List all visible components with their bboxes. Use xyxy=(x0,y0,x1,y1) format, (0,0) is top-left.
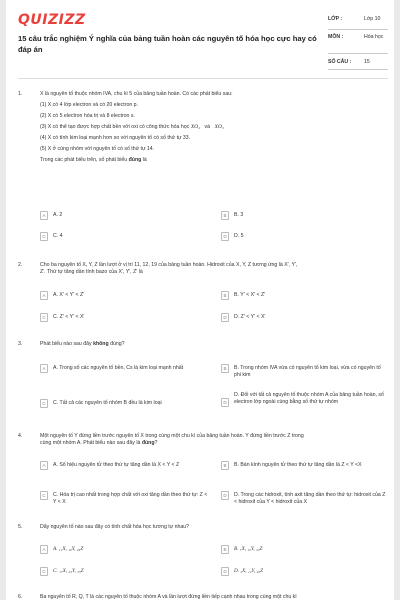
option-d[interactable] xyxy=(221,491,389,505)
option-c[interactable] xyxy=(40,491,208,505)
option-a[interactable] xyxy=(40,291,208,300)
question-5 xyxy=(18,524,388,584)
option-text: B. ₇X, ₁₅Y, ₃₃Z xyxy=(234,546,263,552)
option-b[interactable] xyxy=(221,545,389,554)
option-key[interactable]: D xyxy=(221,313,229,322)
meta-count xyxy=(328,54,388,70)
question-2 xyxy=(18,262,388,332)
formula-xo3: XO₃ xyxy=(214,124,224,130)
option-key[interactable]: D xyxy=(221,398,229,407)
question-number: 6. xyxy=(18,594,23,600)
formula-xo2: XO₂ xyxy=(190,124,201,130)
option-key[interactable]: A xyxy=(40,461,48,470)
statement-3 xyxy=(40,124,385,131)
quizizz-logo[interactable]: QUIZIZZ xyxy=(18,12,86,28)
option-d[interactable] xyxy=(221,391,389,407)
option-key[interactable]: C xyxy=(40,399,48,408)
option-a[interactable] xyxy=(40,364,208,373)
question-number: 5. xyxy=(18,524,23,530)
option-b[interactable] xyxy=(221,364,389,378)
option-text: A. 2 xyxy=(53,212,63,218)
option-key[interactable]: A xyxy=(40,364,48,373)
ask-suffix: là xyxy=(141,157,147,163)
worksheet-page xyxy=(6,0,394,600)
question-line-2 xyxy=(40,440,385,447)
question-number: 4. xyxy=(18,433,23,439)
option-key[interactable]: D xyxy=(221,567,229,576)
question-3 xyxy=(18,341,388,421)
option-key[interactable]: B xyxy=(221,291,229,300)
question-4 xyxy=(18,433,388,518)
option-key[interactable]: C xyxy=(40,491,48,500)
option-key[interactable]: B xyxy=(221,461,229,470)
option-key[interactable]: C xyxy=(40,567,48,576)
meta-grade xyxy=(328,14,388,30)
meta-grade-label: LỚP : xyxy=(328,16,343,22)
option-text: B. Y' < X' < Z' xyxy=(234,292,266,298)
ask-prefix: Phát biểu nào sau đây xyxy=(40,341,94,347)
option-text: A. Trong số các nguyên tố bền, Cs là kim loại mạnh nhất xyxy=(53,365,184,371)
formula-and: và xyxy=(204,124,211,130)
line-2-bold: đúng xyxy=(141,440,155,446)
option-text: D. Trong các hidroxit, tính axit tăng dần theo thứ tự: hidroxit của Z < hidroxit của Y < hidroxit của X xyxy=(234,492,386,505)
statement-5: (5) X ở cùng nhóm với nguyên tố có số thứ tự 14. xyxy=(40,146,155,152)
question-ask xyxy=(40,157,385,164)
meta-subject xyxy=(328,30,388,54)
option-key[interactable]: B xyxy=(221,364,229,373)
option-text: B. Trong nhóm IVA vừa có nguyên tố kim loại, vừa có nguyên tố phi kim xyxy=(234,365,381,378)
header-divider xyxy=(18,78,388,79)
option-text: A. ₁₁X, ₁₉Y, ₂₉Z xyxy=(53,546,84,552)
question-text: Ba nguyên tố R, Q, T là các nguyên tố thuộc nhóm A và lần lượt đứng liền tiếp cạnh nhau trong cùng một chu kì xyxy=(40,594,297,600)
option-a[interactable] xyxy=(40,211,208,220)
question-number: 2. xyxy=(18,262,23,268)
statement-4: (4) X có tính kim loại mạnh hơn so với nguyên tố có số thứ tự 33. xyxy=(40,135,191,141)
ask-bold: đúng xyxy=(128,157,142,163)
question-text xyxy=(40,91,385,168)
option-key[interactable]: D xyxy=(221,491,229,500)
option-d[interactable] xyxy=(221,567,389,576)
option-key[interactable]: B xyxy=(221,545,229,554)
ask-bold: không xyxy=(93,341,109,347)
ask-suffix: đúng? xyxy=(108,341,125,347)
question-text xyxy=(40,433,385,447)
question-text xyxy=(40,341,385,348)
option-key[interactable]: C xyxy=(40,313,48,322)
option-text: B. 3 xyxy=(234,212,244,218)
option-key[interactable]: A xyxy=(40,545,48,554)
option-key[interactable]: A xyxy=(40,291,48,300)
question-number: 3. xyxy=(18,341,23,347)
question-line-1: Một nguyên tố Y đứng liền trước nguyên tố X trong cùng một chu kì của bảng tuần hoàn. Y đứng liền trước Z trong xyxy=(40,433,304,439)
option-key[interactable]: D xyxy=(221,232,229,241)
option-text: C. Tất cả các nguyên tố nhóm B đều là kim loại xyxy=(53,400,162,406)
question-1 xyxy=(18,91,388,251)
option-a[interactable] xyxy=(40,461,208,470)
statement-1: (1) X có 4 lớp electron và có 20 electron p. xyxy=(40,102,138,108)
ask-prefix: Trong các phát biểu trên, số phát biểu xyxy=(40,157,129,163)
option-b[interactable] xyxy=(221,211,389,220)
meta-subject-label: MÔN : xyxy=(328,34,344,40)
option-key[interactable]: A xyxy=(40,211,48,220)
question-6 xyxy=(18,594,388,600)
option-text: A. X' < Y' < Z' xyxy=(53,292,85,298)
meta-panel xyxy=(328,14,388,70)
meta-subject-value: Hóa học xyxy=(364,34,384,40)
option-text: D. 5 xyxy=(234,233,244,239)
question-number: 1. xyxy=(18,91,23,97)
option-b[interactable] xyxy=(221,461,389,470)
option-a[interactable] xyxy=(40,545,208,554)
option-b[interactable] xyxy=(221,291,389,300)
meta-count-label: SỐ CÂU : xyxy=(328,59,352,65)
option-text: D. Đối với tất cả nguyên tố thuộc nhóm A của bảng tuần hoàn, số electron lớp ngoài cùng bằng số thứ tự nhóm xyxy=(234,392,384,405)
question-text xyxy=(40,262,385,276)
question-line-2: Z'. Thứ tự tăng dần tính bazo của X', Y', Z' là xyxy=(40,269,143,275)
question-intro: X là nguyên tố thuộc nhóm IVA, chu kì 5 của bảng tuần hoàn. Có các phát biểu sau: xyxy=(40,91,233,97)
option-c[interactable] xyxy=(40,232,208,241)
question-line-1: Cho ba nguyên tố X, Y, Z lần lượt ở vị trí 11, 12, 19 của bảng tuần hoàn. Hidroxit của X, Y, Z tương ứng là X', Y', xyxy=(40,262,298,268)
option-c[interactable] xyxy=(40,399,208,408)
option-d[interactable] xyxy=(221,232,389,241)
option-key[interactable]: C xyxy=(40,232,48,241)
option-text: C. Hóa trị cao nhất trong hợp chất với oxi tăng dần theo thứ tự: Z < Y < X xyxy=(53,492,208,505)
option-key[interactable]: B xyxy=(221,211,229,220)
option-c[interactable] xyxy=(40,313,208,322)
meta-count-value: 15 xyxy=(364,59,370,65)
option-c[interactable] xyxy=(40,567,208,576)
statement-3-text: (3) X có thể tạo được hợp chất bền với oxi có công thức hóa học xyxy=(40,124,190,130)
line-2-suffix: ? xyxy=(154,440,158,446)
option-text: D. Z' < Y' < X' xyxy=(234,314,266,320)
option-text: C. Z' < Y' < X' xyxy=(53,314,85,320)
option-text: B. Bán kính nguyên tử theo thứ tự tăng dần là Z < Y <X xyxy=(234,462,362,468)
statement-2: (2) X có 5 electron hóa trị và 8 electron s. xyxy=(40,113,135,119)
page-title: 15 câu trắc nghiệm Ý nghĩa của bảng tuần hoàn các nguyên tố hóa học cực hay có đáp án xyxy=(18,34,317,54)
option-text: D. ₃X, ₁₂Y, ₂₀Z xyxy=(234,568,264,574)
option-text: C. 4 xyxy=(53,233,63,239)
question-text: Dãy nguyên tố nào sau đây có tính chất hóa học tương tự nhau? xyxy=(40,524,190,530)
meta-grade-value: Lớp 10 xyxy=(364,16,381,22)
option-d[interactable] xyxy=(221,313,389,322)
option-text: A. Số hiệu nguyên tử theo thứ tự tăng dần là X < Y < Z xyxy=(53,462,180,468)
line-2-prefix: cùng một nhóm A. Phát biểu nào sau đây là xyxy=(40,440,142,446)
option-text: C. ₁₇X, ₂₅Y, ₃₅Z xyxy=(53,568,84,574)
